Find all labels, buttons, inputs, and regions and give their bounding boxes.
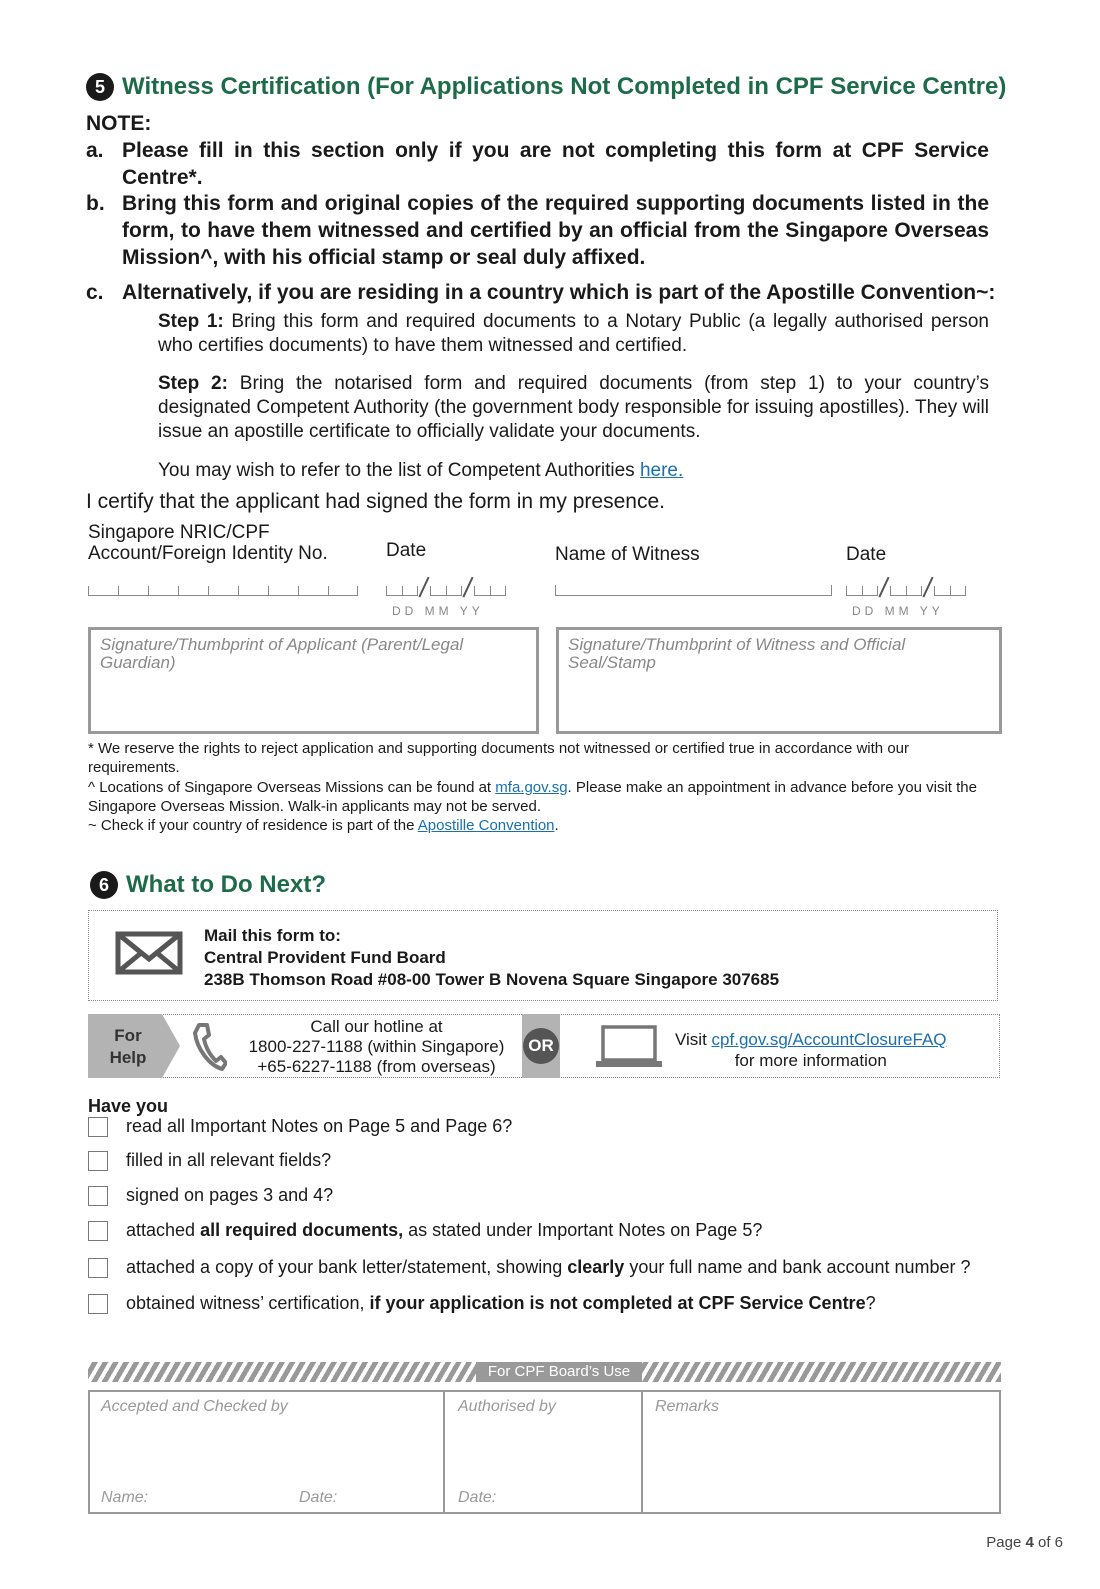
note-item-a-text: Please fill in this section only if you are not completing this form at CPF Service Centre*.	[122, 139, 989, 189]
checkbox[interactable]	[88, 1117, 108, 1137]
remarks-cell	[643, 1392, 999, 1512]
nric-label: Singapore NRIC/CPF Account/Foreign Identity No.	[88, 522, 328, 564]
checkbox[interactable]	[88, 1258, 108, 1278]
checklist-item	[88, 1150, 331, 1171]
note-item-c	[86, 279, 996, 306]
checklist-item	[88, 1257, 971, 1278]
note-item-b-label: b.	[86, 192, 105, 215]
for-help-tag	[88, 1014, 180, 1078]
for-help-label-2: Help	[109, 1048, 147, 1067]
note-item-c-label: c.	[86, 281, 104, 304]
checklist-item	[88, 1116, 512, 1137]
authorised-label: Authorised by	[458, 1398, 556, 1415]
witness-signature-box[interactable]	[556, 627, 1002, 734]
applicant-date-label: Date	[386, 540, 427, 561]
section-5-title: Witness Certification (For Applications Not Completed in CPF Service Centre)	[122, 73, 1007, 100]
note-item-c-text: Alternatively, if you are residing in a country which is part of the Apostille Convention~:	[122, 281, 996, 304]
applicant-signature-box[interactable]	[88, 627, 539, 734]
refer-text: You may wish to refer to the list of Competent Authorities	[158, 460, 640, 481]
apostille-link[interactable]: Apostille Convention	[417, 817, 555, 834]
checklist-item	[88, 1185, 333, 1206]
section-6-heading	[90, 871, 326, 899]
applicant-date-field[interactable]	[386, 582, 506, 596]
checklist-text: attached a copy of your bank letter/statement, showing clearly your full name and bank account number ?	[126, 1257, 971, 1277]
witness-date-hint: DD MM YY	[852, 604, 944, 618]
section-6-title: What to Do Next?	[126, 871, 326, 898]
note-item-b	[86, 190, 989, 271]
hotline-line-1: Call our hotline at	[310, 1017, 443, 1036]
authorised-cell	[445, 1392, 643, 1512]
for-help-label-1: For	[114, 1026, 142, 1045]
mail-line-2: Central Provident Fund Board	[204, 948, 446, 967]
footnote-caret	[88, 778, 998, 816]
applicant-signature-label: Signature/Thumbprint of Applicant (Parent/Legal Guardian)	[100, 635, 464, 672]
mail-line-3: 238B Thomson Road #08-00 Tower B Novena Square Singapore 307685	[204, 970, 780, 989]
step-2	[158, 372, 989, 444]
note-item-a	[86, 137, 989, 191]
checklist-item	[88, 1293, 876, 1314]
section-number-badge: 6	[90, 871, 118, 899]
office-use-banner	[88, 1362, 1001, 1382]
checkbox[interactable]	[88, 1151, 108, 1171]
date-label: Date:	[299, 1489, 338, 1506]
step-1	[158, 310, 989, 358]
office-use-label: For CPF Board’s Use	[476, 1362, 642, 1382]
mail-line-1: Mail this form to:	[204, 926, 341, 945]
note-label: NOTE:	[86, 112, 152, 135]
footnote-caret-post: . Please make an appointment in advance before you visit the Singapore Overseas Mission. Walk-in applicants may not be served.	[88, 779, 977, 815]
witness-date-field[interactable]	[846, 582, 966, 596]
checklist-text: attached all required documents, as stated under Important Notes on Page 5?	[126, 1220, 763, 1240]
footnote-tilde-pre: ~ Check if your country of residence is part of the	[88, 817, 418, 834]
envelope-icon	[115, 931, 183, 980]
visit-pre: Visit	[675, 1030, 712, 1049]
date-label: Date:	[458, 1489, 497, 1506]
visit-post: for more information	[734, 1051, 887, 1070]
witness-date-label: Date	[846, 544, 887, 565]
footnote-caret-pre: ^ Locations of Singapore Overseas Missions can be found at	[88, 779, 496, 796]
checklist-text: filled in all relevant fields?	[126, 1150, 332, 1170]
note-item-a-label: a.	[86, 139, 104, 162]
section-5-heading	[86, 73, 1006, 101]
witness-name-label: Name of Witness	[555, 544, 700, 565]
footnote-star: * We reserve the rights to reject application and supporting documents not witnessed or certified true in accordance with our requirements.	[88, 740, 909, 776]
checklist-item	[88, 1220, 762, 1241]
note-item-b-text: Bring this form and original copies of the required supporting documents listed in the form, to have them witnessed and certified by an official from the Singapore Overseas Mission^, with his official stamp or seal duly affixed.	[122, 192, 989, 269]
checklist-text: obtained witness’ certification, if your application is not completed at CPF Service Centre?	[126, 1293, 876, 1313]
or-badge: OR	[523, 1028, 559, 1064]
footnote-tilde	[88, 816, 559, 835]
help-strip	[88, 1014, 1000, 1078]
competent-authorities-link[interactable]: here.	[639, 460, 684, 481]
checklist-text: read all Important Notes on Page 5 and Page 6?	[126, 1116, 513, 1136]
hotline-info	[234, 1017, 519, 1077]
office-use-table	[88, 1390, 1001, 1514]
applicant-date-hint: DD MM YY	[392, 604, 484, 618]
competent-authorities-note	[158, 459, 683, 483]
step-1-label: Step 1:	[158, 311, 224, 332]
step-2-text: Bring the notarised form and required documents (from step 1) to your country’s designated Competent Authority (the government body responsible for issuing apostilles). They will issue an apostille certificate to officially validate your documents.	[158, 373, 989, 442]
accepted-label: Accepted and Checked by	[101, 1398, 288, 1415]
phone-icon	[193, 1023, 227, 1076]
faq-link[interactable]: cpf.gov.sg/AccountClosureFAQ	[711, 1030, 947, 1049]
accepted-cell	[90, 1392, 445, 1512]
nric-field[interactable]	[88, 582, 358, 596]
witness-name-field[interactable]	[555, 585, 832, 596]
hotline-line-2: 1800-227-1188 (within Singapore)	[248, 1037, 505, 1056]
laptop-icon	[595, 1025, 663, 1074]
witness-signature-label: Signature/Thumbprint of Witness and Official Seal/Stamp	[568, 635, 906, 672]
checkbox[interactable]	[88, 1186, 108, 1206]
step-1-text: Bring this form and required documents to a Notary Public (a legally authorised person who certifies documents) to have them witnessed and certified.	[158, 311, 989, 356]
certify-statement: I certify that the applicant had signed the form in my presence.	[86, 490, 665, 513]
have-you-label: Have you	[88, 1096, 169, 1116]
section-number-badge: 5	[86, 73, 114, 101]
hotline-line-3: +65-6227-1188 (from overseas)	[257, 1057, 496, 1076]
or-divider	[522, 1014, 560, 1078]
checkbox[interactable]	[88, 1294, 108, 1314]
mail-address	[204, 925, 779, 991]
visit-info	[675, 1029, 947, 1071]
mail-box	[88, 910, 998, 1001]
name-label: Name:	[101, 1489, 149, 1506]
step-2-label: Step 2:	[158, 373, 228, 394]
mfa-link[interactable]: mfa.gov.sg	[495, 779, 568, 796]
footnote-tilde-post: .	[554, 817, 559, 834]
page-number: Page 4 of 6	[986, 1534, 1063, 1551]
checklist-text: signed on pages 3 and 4?	[126, 1185, 334, 1205]
remarks-label: Remarks	[655, 1398, 720, 1415]
checkbox[interactable]	[88, 1221, 108, 1241]
